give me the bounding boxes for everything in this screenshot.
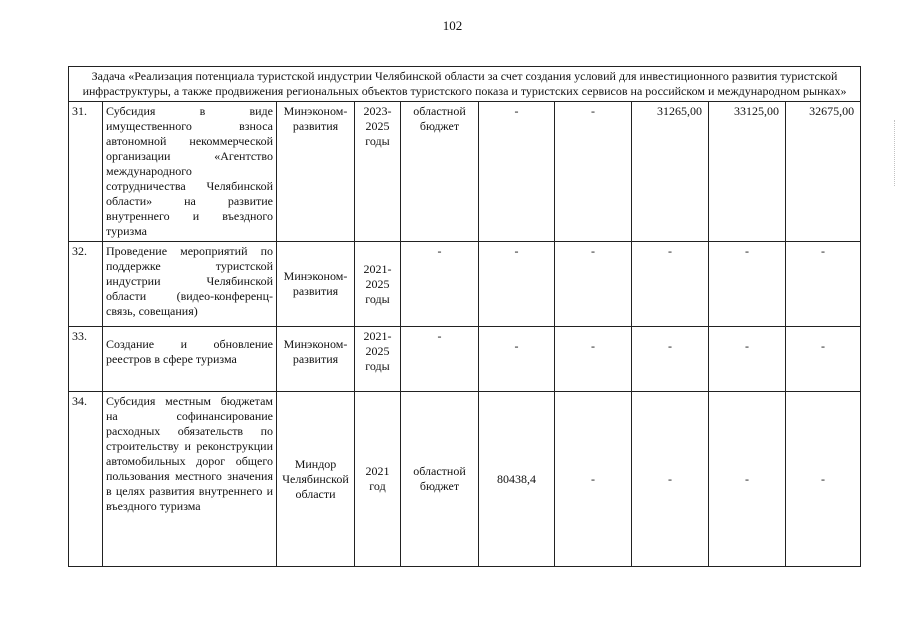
activity-description: Проведение мероприятий по поддержке туристской индустрии Челябинской области (видео-конференц-связь, совещания): [103, 242, 277, 327]
value-cell: 33125,00: [709, 102, 786, 242]
activity-description: Субсидия местным бюджетам на софинансирование расходных обязательств по строительству и реконструкции автомобильных дорог общего пользования местного значения в целях развития внутреннего и въездного туризма: [103, 392, 277, 567]
table-row: [69, 242, 861, 327]
period: 2021 год: [355, 392, 401, 567]
row-number: 32.: [69, 242, 103, 327]
funding-source: областной бюджет: [401, 102, 479, 242]
value-cell: -: [709, 242, 786, 327]
responsible-org: Миндор Челябинской области: [277, 392, 355, 567]
activity-description: Создание и обновление реестров в сфере туризма: [103, 327, 277, 392]
value-cell: -: [479, 327, 555, 392]
funding-source: -: [401, 242, 479, 327]
value-cell: 31265,00: [632, 102, 709, 242]
program-activities-table: [68, 66, 861, 567]
value-cell: 32675,00: [786, 102, 861, 242]
value-cell: -: [709, 392, 786, 567]
row-number: 34.: [69, 392, 103, 567]
table-row: [69, 102, 861, 242]
row-number: 33.: [69, 327, 103, 392]
margin-scan-mark: [894, 120, 901, 186]
value-cell: -: [479, 102, 555, 242]
value-cell: -: [632, 242, 709, 327]
value-cell: -: [555, 327, 632, 392]
responsible-org: Минэконом-развития: [277, 242, 355, 327]
value-cell: -: [709, 327, 786, 392]
value-cell: -: [786, 392, 861, 567]
period: 2021-2025 годы: [355, 327, 401, 392]
table-row: [69, 392, 861, 567]
period: 2023-2025 годы: [355, 102, 401, 242]
table-row: [69, 327, 861, 392]
task-header-row: [69, 67, 861, 102]
value-cell: 80438,4: [479, 392, 555, 567]
value-cell: -: [632, 392, 709, 567]
value-cell: -: [786, 327, 861, 392]
value-cell: -: [632, 327, 709, 392]
task-header: Задача «Реализация потенциала туристской индустрии Челябинской области за счет создания условий для инвестиционного развития туристской инфраструктуры, а также продвижения региональных объектов туристского показа и туристских сервисов на российском и международном рынках»: [69, 67, 861, 102]
value-cell: -: [786, 242, 861, 327]
responsible-org: Минэконом-развития: [277, 102, 355, 242]
value-cell: -: [555, 242, 632, 327]
value-cell: -: [555, 102, 632, 242]
period: 2021-2025 годы: [355, 242, 401, 327]
funding-source: областной бюджет: [401, 392, 479, 567]
value-cell: -: [479, 242, 555, 327]
funding-source: -: [401, 327, 479, 392]
row-number: 31.: [69, 102, 103, 242]
responsible-org: Минэконом-развития: [277, 327, 355, 392]
value-cell: -: [555, 392, 632, 567]
activity-description: Субсидия в виде имущественного взноса автономной некоммерческой организации «Агентство международного сотрудничества Челябинской области» на развитие внутреннего и въездного туризма: [103, 102, 277, 242]
page-number: 102: [442, 18, 463, 33]
